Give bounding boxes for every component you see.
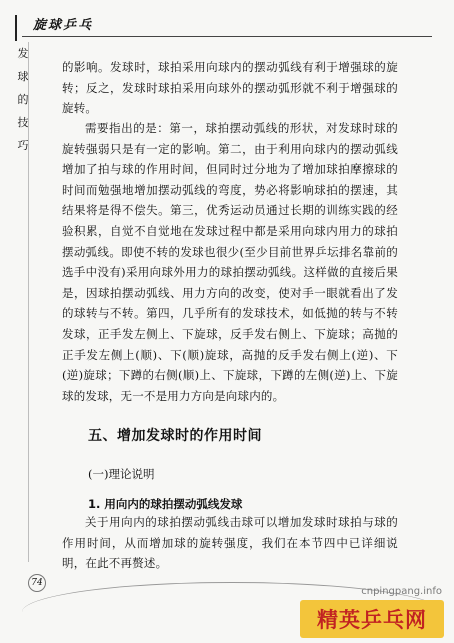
paragraph-3: 关于用向内的球拍摆动弧线击球可以增加发球时球拍与球的作用时间，从而增加球的旋转强度，我们在本节四中已详细说明，在此不再赘述。 xyxy=(62,515,398,571)
watermark-logo: 精英乒乓网 xyxy=(300,600,444,638)
subsubsection-heading: 1. 用向内的球拍摆动弧线发球 xyxy=(88,497,243,511)
subsection-heading: (一)理论说明 xyxy=(88,467,155,481)
header-ornament xyxy=(15,15,29,41)
chapter-side-label: 发 球 的 技 巧 xyxy=(17,47,29,152)
page-number: 74 xyxy=(28,574,46,592)
watermark-url: cnpingpang.info xyxy=(361,586,442,597)
paragraph-2: 需要指出的是：第一，球拍摆动弧线的形状，对发球时球的旋转强弱只是有一定的影响。第二，由于利用向球内的摆动弧线增加了拍与球的作用时间，但同时过分地为了增加球拍摩擦球的时间而勉强地增加摆动弧线的弯度，势必将影响球拍的摆速，其结果将是得不偿失。第三，优秀运动员通过长期的训练实践的经验积累，自觉不自觉地在发球过程中都是采用向球内用力的球拍摆动弧线。即使不转的发球也很少(至少目前世界乒坛排名靠前的选手中没有)采用向球外用力的球拍摆动弧线。这样做的直接后果是，因球拍摆动弧线、用力方向的改变，使对手一眼就看出了发的球转与不转。第四，几乎所有的发球技术，如低抛的转与不转发球，正手发左侧上、下旋球，反手发右侧上、下旋球；高抛的正手发左侧上(顺)、下(顺)旋球，高抛的反手发右侧上(逆)、下(逆)旋球；下蹲的右侧(顺)上、下旋球，下蹲的左侧(逆)上、下旋球的发球，无一不是用力方向是向球内的。 xyxy=(62,121,398,403)
margin-rule xyxy=(28,42,29,562)
section-heading: 五、增加发球时的作用时间 xyxy=(88,428,262,444)
paragraph-1: 的影响。发球时，球拍采用向球内的摆动弧线有利于增强球的旋转；反之，发球时球拍采用向球外的摆动弧形就不利于增强球的旋转。 xyxy=(62,60,398,116)
running-header-title: 旋球乒乓 xyxy=(33,18,94,33)
header-rule xyxy=(22,36,432,37)
